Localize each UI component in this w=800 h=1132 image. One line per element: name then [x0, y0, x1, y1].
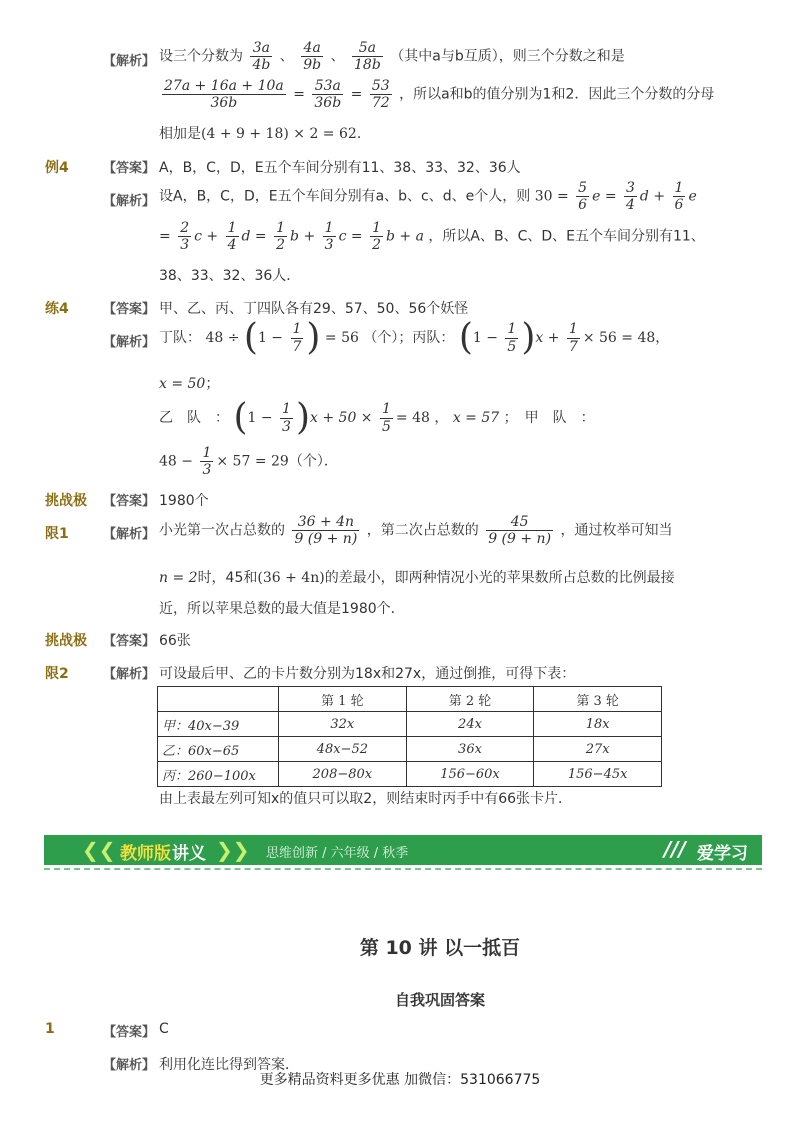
chevrons-left-icon: ❮❮ [82, 838, 116, 862]
limit-2-answer: 66张 [159, 633, 191, 649]
math: × 56 = 48 [582, 330, 656, 346]
eq: = [293, 86, 305, 103]
example-4-line-2 [159, 220, 705, 253]
lecture-title: 第 10 讲 以一抵百 [359, 937, 521, 959]
practice-4-line-2 [159, 373, 219, 393]
table-cell: 丙：260−100x [158, 762, 279, 787]
brand-name: 爱学习 [697, 844, 748, 864]
fraction: $\frac{45}{9 (9 + n)}$ [488, 514, 552, 548]
math: = 56 [324, 330, 359, 346]
question-1-explain: 利用化连比得到答案． [159, 1057, 299, 1073]
lecture-subtitle: 自我巩固答案 [394, 991, 485, 1009]
teacher-edition-banner [44, 835, 762, 865]
math: x + 50 × [310, 410, 373, 426]
rounds-table [157, 686, 662, 787]
practice-4-label: 练4 [45, 301, 69, 317]
math: × 57 = 29 [216, 453, 289, 470]
fraction: $\frac{5}{6}$ [578, 180, 588, 214]
text: ，通过枚举可知当 [560, 522, 673, 539]
sep: 、 [279, 48, 294, 65]
math: n = 2 [159, 570, 198, 586]
challenge-label: 挑战极 [45, 633, 87, 649]
limit-2-conclusion: 由上表最左列可知x的值只可以取2，则结束时丙手中有66张卡片． [159, 791, 573, 807]
fraction: $\frac{3a}{4b}$ [252, 40, 271, 74]
fraction: $\frac{53a}{36b}$ [314, 78, 342, 112]
challenge-label: 挑战极 [45, 493, 87, 509]
text: 丁队： [159, 330, 201, 346]
fraction: $\frac{1}{6}$ [674, 180, 684, 214]
practice-4-line-4 [159, 445, 338, 478]
fraction: $\frac{1}{3}$ [202, 445, 212, 479]
fraction: $\frac{1}{5}$ [507, 321, 517, 355]
question-1-label: 1 [45, 1021, 55, 1037]
fraction: $\frac{5a}{18b}$ [354, 40, 381, 74]
math: (4 + 9 + 18) × 2 = 62 [201, 126, 357, 142]
table-cell: 18x [534, 712, 662, 737]
example-4-label: 例4 [45, 160, 69, 176]
math: b + [290, 228, 316, 245]
table-cell: 24x [406, 712, 534, 737]
chevrons-right-icon: ❯❯ [216, 838, 250, 862]
text: ． [356, 126, 371, 142]
limit-1-line-1 [159, 514, 673, 547]
answer-tag: 【答案】 [103, 494, 156, 509]
table-header-row [158, 687, 662, 712]
text: 设A，B，C，D，E五个车间分别有a、b、c、d、e个人，则 [159, 188, 531, 205]
text: 时，45和 [197, 570, 258, 586]
fraction: $\frac{1}{7}$ [292, 321, 302, 355]
math: d + [639, 188, 666, 205]
math: 1 − [257, 330, 284, 346]
text: ， [434, 410, 449, 426]
table-cell: 208−80x [279, 762, 407, 787]
limit-2-label: 限2 [45, 666, 69, 682]
fraction: $\frac{36 + 4n}{9 (9 + n)}$ [294, 514, 358, 548]
table-cell: 156−45x [534, 762, 662, 787]
table-row [158, 712, 662, 737]
math: x + [535, 330, 560, 346]
math: 1 − [247, 410, 273, 426]
text: （其中a与b互质），则三个分数之和是 [390, 48, 625, 65]
text: 设三个分数为 [159, 48, 243, 65]
text: ， [655, 330, 670, 346]
table-cell: 156−60x [406, 762, 534, 787]
table-row [158, 762, 662, 787]
fraction: $\frac{1}{3}$ [282, 401, 291, 435]
answer-tag: 【答案】 [103, 634, 156, 649]
fraction: $\frac{1}{5}$ [382, 401, 391, 435]
fraction: $\frac{1}{7}$ [568, 321, 578, 355]
text: 乙 队 ： [159, 410, 229, 426]
fraction: $\frac{53}{72}$ [371, 78, 390, 112]
text: ； 甲 队 ： [503, 410, 595, 426]
text: ，第二次占总数的 [366, 522, 479, 539]
fraction: $\frac{3}{4}$ [626, 180, 635, 214]
text: ，所以A、B、C、D、E五个车间分别有11、 [428, 228, 705, 245]
math: 1 − [472, 330, 498, 346]
top-line-3 [159, 123, 371, 143]
top-line-1 [159, 40, 625, 73]
eq: = [350, 86, 363, 103]
table-cell: 乙：60x−65 [158, 737, 279, 762]
limit-1-label: 限1 [45, 526, 69, 542]
banner-breadcrumb: 思维创新 / 六年级 / 秋季 [266, 846, 409, 861]
fraction: $\frac{1}{3}$ [324, 220, 334, 254]
text: 小光第一次占总数的 [159, 522, 285, 539]
answer-tag: 【答案】 [103, 302, 156, 317]
example-4-answer: A，B，C，D，E五个车间分别有11、38、33、32、36人 [159, 160, 521, 176]
banner-title-a: 教师版 [120, 844, 171, 864]
analysis-tag: 【解析】 [103, 527, 156, 542]
answer-tag: 【答案】 [103, 161, 156, 176]
text: 相加是 [159, 126, 201, 142]
math: e [688, 188, 697, 205]
practice-4-line-3: 乙 队 ： (1 − $\frac{1}{3}$ )x + 50 × $\frac{1}{5}$ = 48 ， x = 57 ； 甲 队 ： [159, 397, 595, 438]
math: 48 − [159, 453, 193, 470]
practice-4-answer: 甲、乙、丙、丁四队各有29、57、50、56个妖怪 [159, 301, 469, 317]
fraction: $\frac{2}{3}$ [180, 220, 190, 254]
limit-1-answer: 1980个 [159, 493, 209, 509]
example-4-line-1 [159, 180, 697, 213]
table-cell: 36x [406, 737, 534, 762]
limit-1-line-2 [159, 567, 675, 587]
math: d = [241, 228, 267, 245]
fraction: $\frac{4a}{9b}$ [303, 40, 322, 74]
table-cell: 甲：40x−39 [158, 712, 279, 737]
analysis-tag: 【解析】 [103, 1058, 156, 1073]
answer-tag: 【答案】 [103, 1025, 156, 1040]
math: (36 + 4n) [257, 570, 325, 586]
banner-title-b: 讲义 [172, 844, 206, 864]
table-cell: 32x [279, 712, 407, 737]
math: 48 ÷ [205, 330, 240, 346]
math: = [159, 228, 171, 245]
math: c = [338, 228, 363, 245]
math: x = 57 [452, 410, 500, 426]
analysis-tag: 【解析】 [103, 194, 156, 209]
text: ； [205, 376, 220, 392]
fraction: $\frac{1}{4}$ [227, 220, 237, 254]
sep: 、 [330, 48, 345, 65]
math: 30 = [534, 188, 569, 205]
top-line-2 [159, 78, 714, 111]
table-cell: 48x−52 [279, 737, 407, 762]
analysis-tag: 【解析】 [103, 54, 156, 69]
fraction: $\frac{1}{2}$ [372, 220, 381, 254]
divider [44, 868, 762, 870]
math: b + a [385, 228, 424, 245]
table-header [158, 687, 279, 712]
limit-2-intro: 可设最后甲、乙的卡片数分别为18x和27x，通过倒推，可得下表： [159, 666, 576, 682]
text: （个）． [288, 453, 338, 470]
text: ，所以a和b的值分别为1和2．因此三个分数的分母 [399, 86, 715, 103]
table-header: 第 1 轮 [279, 687, 407, 712]
fraction: $\frac{27a + 16a + 10a}{36b}$ [164, 78, 284, 112]
practice-4-line-1: 丁队： 48 ÷ (1 − $\frac{1}{7}$ ) = 56 （个）；丙队： (1 − $\frac{1}{5}$ )x + $\frac{1}{7}$ × 56 = 48， [159, 317, 670, 358]
limit-1-line-3: 近，所以苹果总数的最大值是1980个． [159, 601, 405, 617]
table-header: 第 2 轮 [406, 687, 534, 712]
math: x = 50 [159, 376, 206, 392]
footer-note: 更多精品资料更多优惠 加微信：531066775 [259, 1072, 541, 1088]
fraction: $\frac{1}{2}$ [276, 220, 286, 254]
analysis-tag: 【解析】 [103, 335, 156, 350]
math: c + [194, 228, 219, 245]
question-1-answer: C [159, 1021, 169, 1037]
math: = 48 [395, 410, 430, 426]
text: （个）；丙队： [363, 330, 455, 346]
math: e = [592, 188, 617, 205]
table-cell: 27x [534, 737, 662, 762]
example-4-line-3: 38、33、32、36人． [159, 268, 301, 284]
text: 的差最小，即两种情况小光的苹果数所占总数的比例最接 [324, 570, 675, 586]
table-header: 第 3 轮 [534, 687, 662, 712]
analysis-tag: 【解析】 [103, 667, 156, 682]
brand-logo-icon: /// [664, 837, 686, 861]
table-row [158, 737, 662, 762]
